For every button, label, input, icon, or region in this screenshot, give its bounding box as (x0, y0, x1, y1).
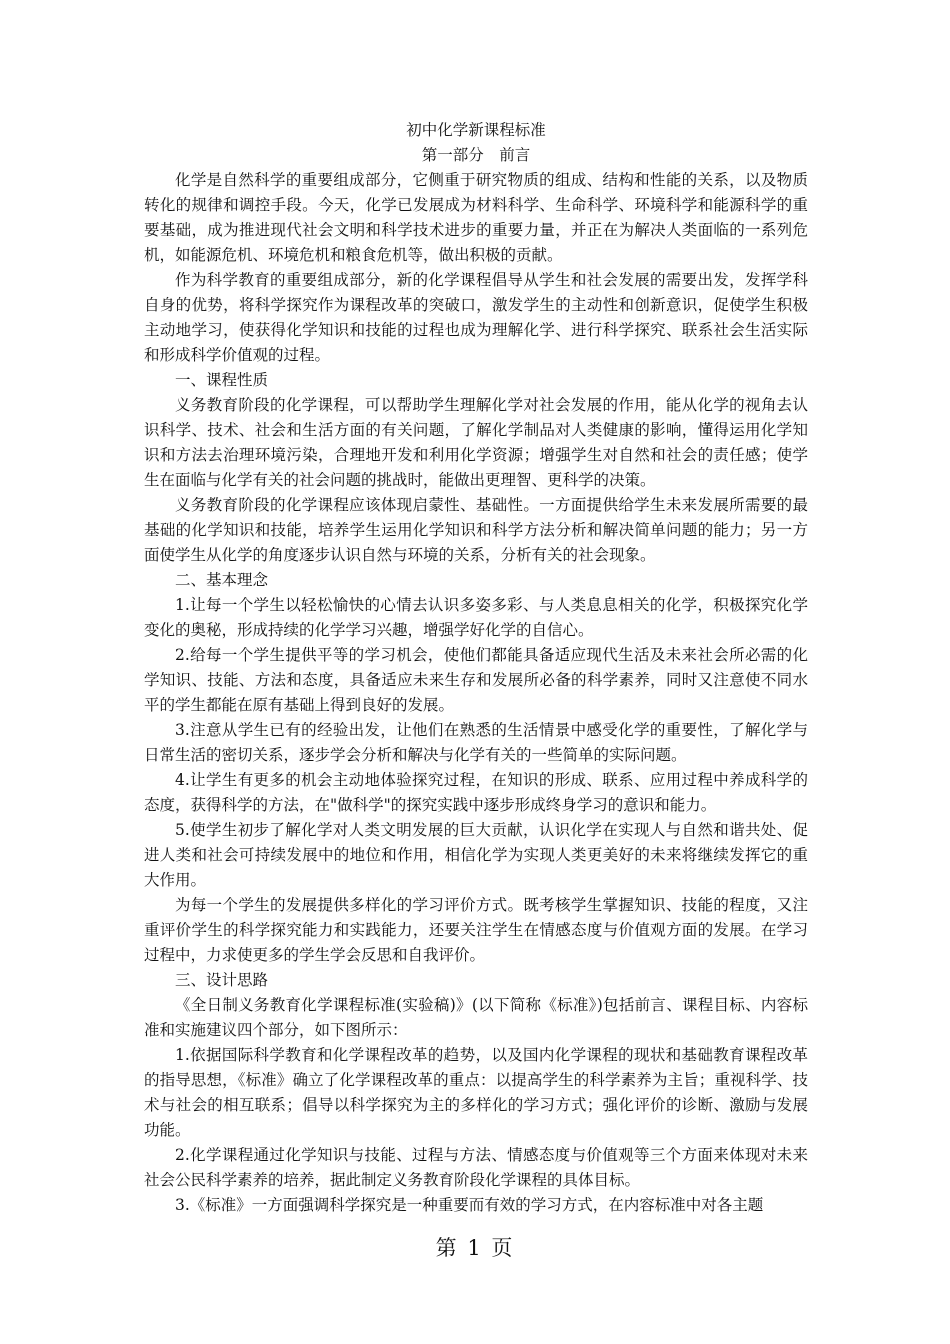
list-item: 2.给每一个学生提供平等的学习机会，使他们都能具备适应现代生活及未来社会所必需的化学知识、技能、方法和态度，具备适应未来生存和发展所必备的科学素养，同时又注意使不同水平的学生都能在原有基础上得到良好的发展。 (144, 646, 808, 714)
paragraph: 义务教育阶段的化学课程应该体现启蒙性、基础性。一方面提供给学生未来发展所需要的最基础的化学知识和技能，培养学生运用化学知识和科学方法分析和解决简单问题的能力；另一方面使学生从化学的角度逐步认识自然与环境的关系，分析有关的社会现象。 (144, 496, 808, 564)
section-title: 第一部分 前言 (421, 146, 531, 164)
document-title: 初中化学新课程标准 (406, 121, 546, 139)
paragraph: 义务教育阶段的化学课程，可以帮助学生理解化学对社会发展的作用，能从化学的视角去认识科学、技术、社会和生活方面的有关问题，了解化学制品对人类健康的影响，懂得运用化学知识和方法去治理环境污染，合理地开发和利用化学资源；增强学生对自然和社会的责任感；使学生在面临与化学有关的社会问题的挑战时，能做出更理智、更科学的决策。 (144, 396, 808, 489)
list-item: 5.使学生初步了解化学对人类文明发展的巨大贡献，认识化学在实现人与自然和谐共处、促进人类和社会可持续发展中的地位和作用，相信化学为实现人类更美好的未来将继续发挥它的重大作用。 (144, 821, 808, 889)
list-item: 3.《标准》一方面强调科学探究是一种重要而有效的学习方式，在内容标准中对各主题 (175, 1196, 764, 1214)
section-heading: 一、课程性质 (175, 371, 269, 389)
section-heading: 三、设计思路 (175, 971, 269, 989)
document-body (144, 118, 808, 1218)
list-item: 1.依据国际科学教育和化学课程改革的趋势，以及国内化学课程的现状和基础教育课程改革的指导思想，《标准》确立了化学课程改革的重点：以提高学生的科学素养为主旨；重视科学、技术与社会的相互联系；倡导以科学探究为主的多样化的学习方式；强化评价的诊断、激励与发展功能。 (144, 1046, 808, 1139)
list-item: 2.化学课程通过化学知识与技能、过程与方法、情感态度与价值观等三个方面来体现对未来社会公民科学素养的培养，据此制定义务教育阶段化学课程的具体目标。 (144, 1146, 808, 1189)
page-number: 第 1 页 (435, 1236, 515, 1260)
paragraph: 为每一个学生的发展提供多样化的学习评价方式。既考核学生掌握知识、技能的程度，又注重评价学生的科学探究能力和实践能力，还要关注学生在情感态度与价值观方面的发展。在学习过程中，力求使更多的学生学会反思和自我评价。 (144, 896, 808, 964)
list-item: 3.注意从学生已有的经验出发，让他们在熟悉的生活情景中感受化学的重要性，了解化学与日常生活的密切关系，逐步学会分析和解决与化学有关的一些简单的实际问题。 (144, 721, 808, 764)
paragraph: 《全日制义务教育化学课程标准(实验稿)》(以下简称《标准》)包括前言、课程目标、内容标准和实施建议四个部分，如下图所示： (144, 996, 808, 1039)
list-item: 1.让每一个学生以轻松愉快的心情去认识多姿多彩、与人类息息相关的化学，积极探究化学变化的奥秘，形成持续的化学学习兴趣，增强学好化学的自信心。 (144, 596, 808, 639)
section-heading: 二、基本理念 (175, 571, 269, 589)
paragraph: 作为科学教育的重要组成部分，新的化学课程倡导从学生和社会发展的需要出发，发挥学科自身的优势，将科学探究作为课程改革的突破口，激发学生的主动性和创新意识，促使学生积极主动地学习，使获得化学知识和技能的过程也成为理解化学、进行科学探究、联系社会生活实际和形成科学价值观的过程。 (144, 271, 808, 364)
list-item: 4.让学生有更多的机会主动地体验探究过程，在知识的形成、联系、应用过程中养成科学的态度，获得科学的方法，在"做科学"的探究实践中逐步形成终身学习的意识和能力。 (144, 771, 808, 814)
paragraph: 化学是自然科学的重要组成部分，它侧重于研究物质的组成、结构和性能的关系，以及物质转化的规律和调控手段。今天，化学已发展成为材料科学、生命科学、环境科学和能源科学的重要基础，成为推进现代社会文明和科学技术进步的重要力量，并正在为解决人类面临的一系列危机，如能源危机、环境危机和粮食危机等，做出积极的贡献。 (144, 171, 808, 264)
